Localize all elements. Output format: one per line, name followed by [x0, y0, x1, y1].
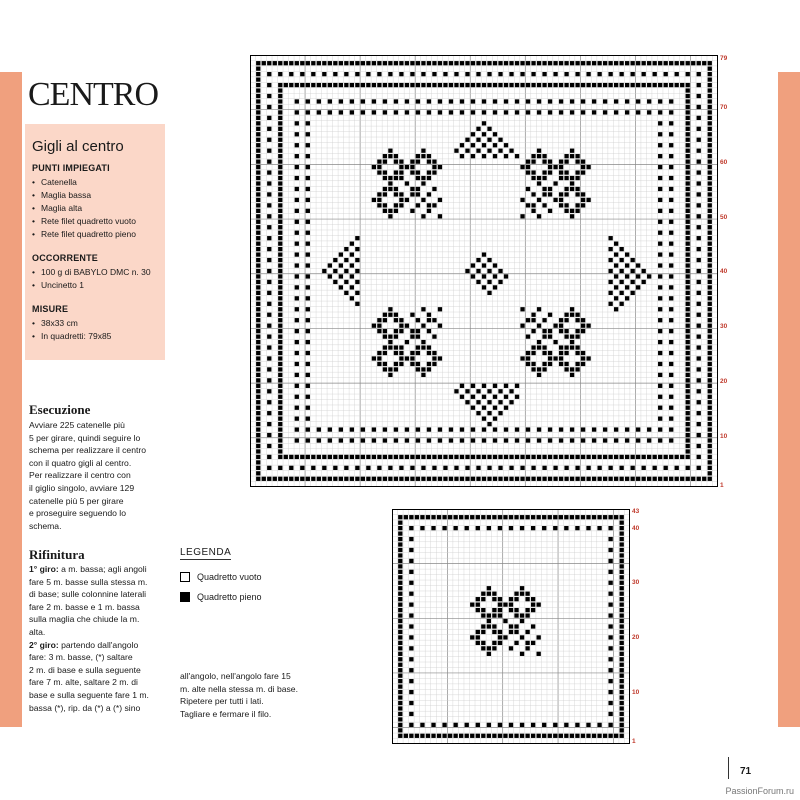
info-box [25, 124, 165, 360]
size-item: • In quadretti: 79x85 [32, 330, 165, 343]
row-label: 20 [632, 634, 640, 641]
finishing-heading: Rifinitura [29, 547, 85, 562]
materials-heading: OCCORRENTE [32, 253, 99, 263]
finishing-text [29, 563, 179, 714]
filled-cells [398, 515, 624, 738]
right-color-band [778, 72, 800, 727]
row-label: 30 [632, 579, 640, 586]
execution-heading: Esecuzione [29, 402, 91, 417]
legend-empty-item [180, 572, 262, 582]
material-item: • 100 g di BABYLO DMC n. 30 [32, 266, 165, 279]
watermark: PassionForum.ru [725, 786, 794, 796]
row-label: 60 [720, 159, 728, 166]
sizes-heading: MISURE [32, 304, 69, 314]
legend-empty-label: Quadretto vuoto [197, 572, 262, 582]
stitches-list [32, 176, 165, 241]
row-label: 79 [720, 55, 728, 62]
page-number-divider [728, 757, 729, 779]
row-label: 1 [632, 738, 636, 745]
stitch-item: • Rete filet quadretto pieno [32, 228, 165, 241]
stitches-heading: PUNTI IMPIEGATI [32, 163, 110, 173]
round2-label: 2° giro: [29, 639, 59, 650]
left-color-band [0, 72, 22, 727]
row-label: 10 [720, 433, 728, 440]
info-subtitle: Gigli al centro [32, 138, 124, 155]
legend-full-label: Quadretto pieno [197, 592, 262, 602]
row-label: 50 [720, 214, 728, 221]
row-label: 20 [720, 378, 728, 385]
chart-large-pattern [250, 55, 718, 487]
materials-list [32, 266, 165, 292]
sizes-list [32, 317, 165, 343]
legend-full-item [180, 592, 262, 602]
empty-square-icon [180, 572, 190, 582]
round2-text: partendo dall'angolo fare: 3 m. basse, (*) saltare 2 m. di base e sulla seguente fare 7 m. alte, saltare 2 m. di base e sulla seguente fare 1 m. bassa (*), rip. da (*) a (*) sino [29, 639, 149, 713]
page-title: CENTRO [28, 76, 158, 113]
stitch-item: • Maglia alta [32, 202, 165, 215]
size-item: • 38x33 cm [32, 317, 165, 330]
chart-small-pattern [392, 509, 630, 744]
finishing-continuation [180, 670, 330, 720]
round1-text: a m. bassa; agli angoli fare 5 m. basse sulla stessa m. di base; sulle colonnine laterali fare 2 m. basse e 1 m. bassa sulla maglia che chiude la m. alta. [29, 564, 148, 637]
material-item: • Uncinetto 1 [32, 279, 165, 292]
stitch-item: • Rete filet quadretto vuoto [32, 215, 165, 228]
row-label: 30 [720, 323, 728, 330]
stitch-item: • Catenella [32, 176, 165, 189]
page-number: 71 [740, 766, 752, 777]
execution-text [29, 419, 179, 532]
row-label: 40 [720, 268, 728, 275]
row-label: 40 [632, 525, 640, 532]
stitch-item: • Maglia bassa [32, 189, 165, 202]
execution-paragraph: Avviare 225 catenelle più 5 per girare, quindi seguire lo schema per realizzare il centro con il quatro gigli al centro. Per realizzare il centro con il giglio singolo, avviare 129 catenelle più 5 per girare e proseguire seguendo lo schema. [29, 420, 147, 531]
row-label: 10 [632, 689, 640, 696]
round1-label: 1° giro: [29, 564, 59, 574]
legend-title: LEGENDA [180, 547, 232, 558]
row-label: 70 [720, 104, 728, 111]
grid-lines [250, 55, 718, 487]
filled-cells [256, 61, 712, 481]
full-square-icon [180, 592, 190, 602]
continuation-paragraph: all'angolo, nell'angolo fare 15 m. alte nella stessa m. di base. Ripetere per tutti i lati. Tagliare e fermare il filo. [180, 671, 298, 719]
row-label: 1 [720, 482, 724, 489]
row-label: 43 [632, 508, 640, 515]
